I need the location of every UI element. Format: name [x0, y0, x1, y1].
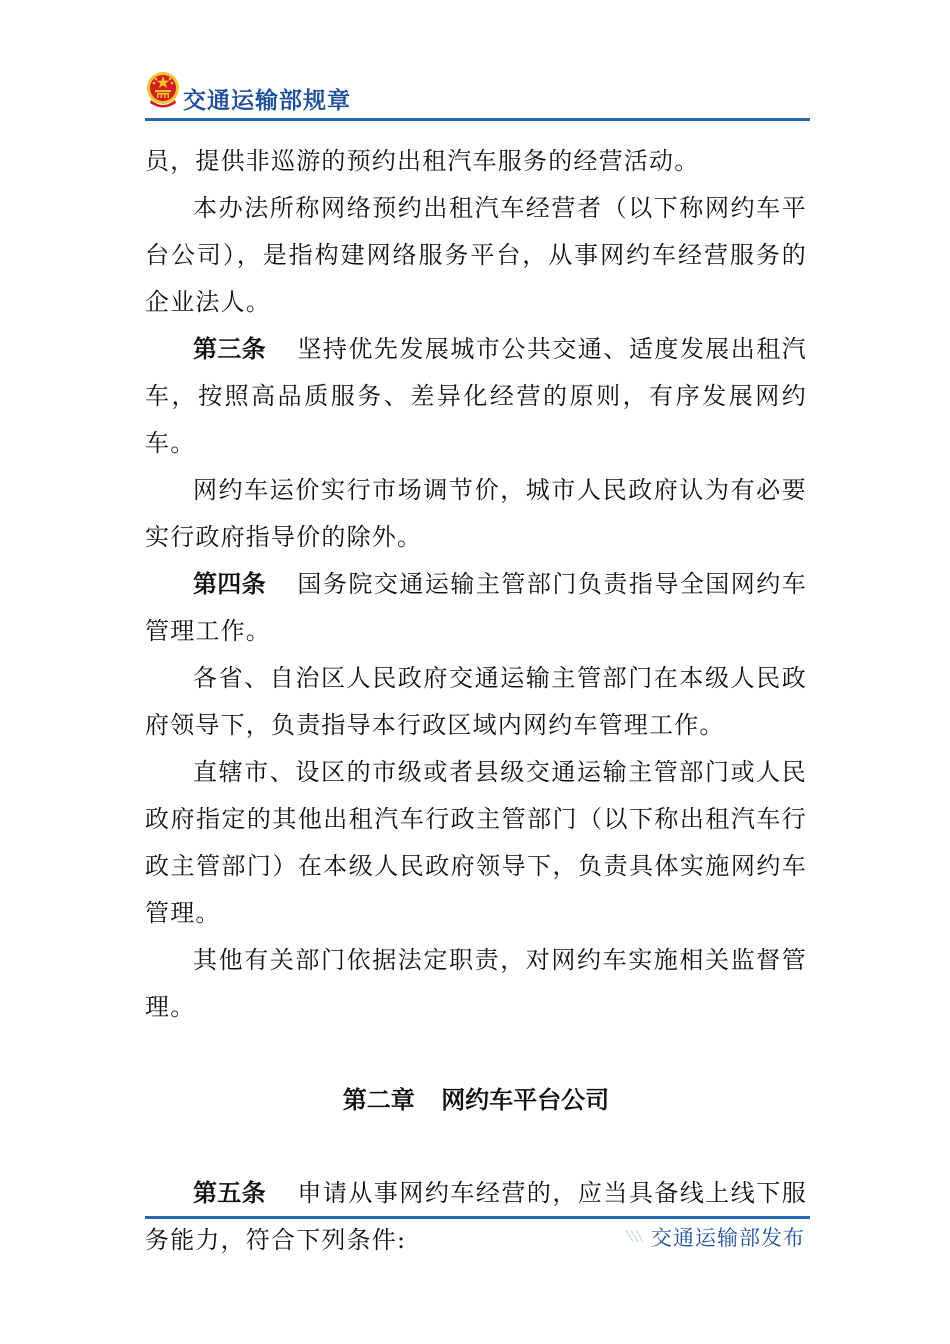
article-3-label: 第三条 [193, 335, 266, 363]
chapter-number: 第二章 [342, 1086, 415, 1114]
paragraph-other-departments: 其他有关部门依据法定职责，对网约车实施相关监督管理。 [145, 946, 807, 1021]
footer-publisher: 交通运输部发布 [651, 1226, 805, 1250]
footer-watermark-icon [625, 1228, 647, 1244]
paragraph-provincial: 各省、自治区人民政府交通运输主管部门在本级人民政府领导下，负责指导本行政区域内网约车管理工作。 [145, 664, 807, 739]
national-emblem-icon [145, 70, 181, 110]
paragraph-pricing: 网约车运价实行市场调节价，城市人民政府认为有必要实行政府指导价的除外。 [145, 476, 807, 551]
paragraph-continuation: 员，提供非巡游的预约出租汽车服务的经营活动。 [145, 147, 700, 175]
footer-divider [145, 1216, 810, 1219]
article-5-text: 申请从事网约车经营的，应当具备线上线下服务能力，符合下列条件: [145, 1179, 808, 1254]
chapter-title: 网约车平台公司 [441, 1086, 610, 1114]
header-divider [145, 118, 810, 121]
article-3-text: 坚持优先发展城市公共交通、适度发展出租汽车，按照高品质服务、差异化经营的原则，有序发展网约车。 [145, 335, 808, 457]
article-4 [145, 561, 807, 655]
page-header [145, 70, 810, 122]
chapter-heading [145, 1077, 807, 1124]
article-4-text: 国务院交通运输主管部门负责指导全国网约车管理工作。 [145, 570, 808, 645]
article-3 [145, 326, 807, 467]
paragraph-municipal: 直辖市、设区的市级或者县级交通运输主管部门或人民政府指定的其他出租汽车行政主管部门（以下称出租汽车行政主管部门）在本级人民政府领导下，负责具体实施网约车管理。 [145, 758, 807, 927]
document-body [145, 138, 807, 1264]
paragraph-definition: 本办法所称网络预约出租汽车经营者（以下称网约车平台公司），是指构建网络服务平台，从事网约车经营服务的企业法人。 [145, 194, 807, 316]
article-5-label: 第五条 [193, 1179, 266, 1207]
header-title: 交通运输部规章 [183, 88, 351, 114]
article-4-label: 第四条 [193, 570, 266, 598]
